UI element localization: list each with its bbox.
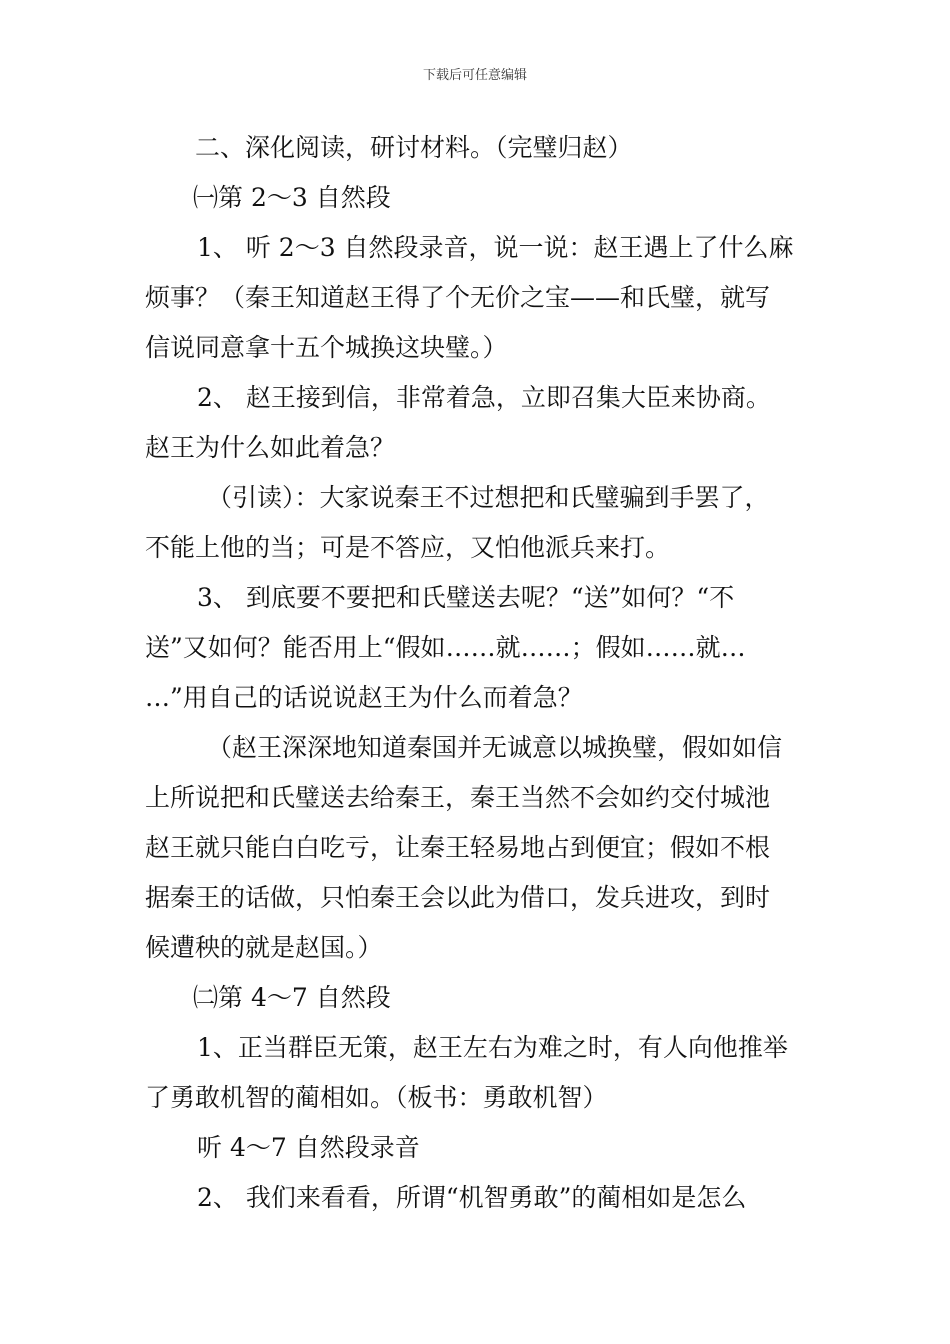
document-body — [145, 128, 810, 1228]
paragraph-line: 不能上他的当；可是不答应，又怕他派兵来打。 — [145, 533, 671, 562]
paragraph-line: （赵王深深地知道秦国并无诚意以城换璧，假如如信 — [207, 733, 783, 762]
paragraph-line: （引读）：大家说秦王不过想把和氏璧骗到手罢了， — [207, 483, 770, 512]
paragraph-line: 1、 听 2～3 自然段录音，说一说：赵王遇上了什么麻 — [197, 233, 794, 262]
paragraph-line: 信说同意拿十五个城换这块璧。） — [145, 333, 508, 362]
subsection-heading: ㈡第 4～7 自然段 — [193, 983, 391, 1012]
paragraph-line: 听 4～7 自然段录音 — [197, 1133, 420, 1162]
paragraph-line: 候遭秧的就是赵国。） — [145, 933, 383, 962]
paragraph-line: 送”又如何？能否用上“假如……就……；假如……就… — [145, 633, 746, 662]
paragraph-line: 2、 我们来看看，所谓“机智勇敢”的蔺相如是怎么 — [197, 1183, 747, 1212]
paragraph-line: 赵王为什么如此着急？ — [145, 433, 396, 462]
section-heading: 二、深化阅读，研讨材料。（完璧归赵） — [195, 133, 633, 162]
subsection-heading: ㈠第 2～3 自然段 — [193, 183, 391, 212]
paragraph-line: 1、正当群臣无策，赵王左右为难之时，有人向他推举 — [197, 1033, 788, 1062]
page-header: 下载后可任意编辑 — [422, 68, 527, 83]
paragraph-line: …”用自己的话说说赵王为什么而着急？ — [145, 683, 583, 712]
paragraph-line: 2、 赵王接到信，非常着急，立即召集大臣来协商。 — [197, 383, 771, 412]
paragraph-line: 烦事？（秦王知道赵王得了个无价之宝——和氏璧，就写 — [145, 283, 771, 312]
paragraph-line: 了勇敢机智的蔺相如。（板书：勇敢机智） — [145, 1083, 608, 1112]
paragraph-line: 3、 到底要不要把和氏璧送去呢？“送”如何？“不 — [197, 583, 735, 612]
paragraph-line: 据秦王的话做，只怕秦王会以此为借口，发兵进攻，到时 — [145, 883, 771, 912]
paragraph-line: 上所说把和氏璧送去给秦王，秦王当然不会如约交付城池 — [145, 783, 771, 812]
paragraph-line: 赵王就只能白白吃亏，让秦王轻易地占到便宜；假如不根 — [145, 833, 771, 862]
